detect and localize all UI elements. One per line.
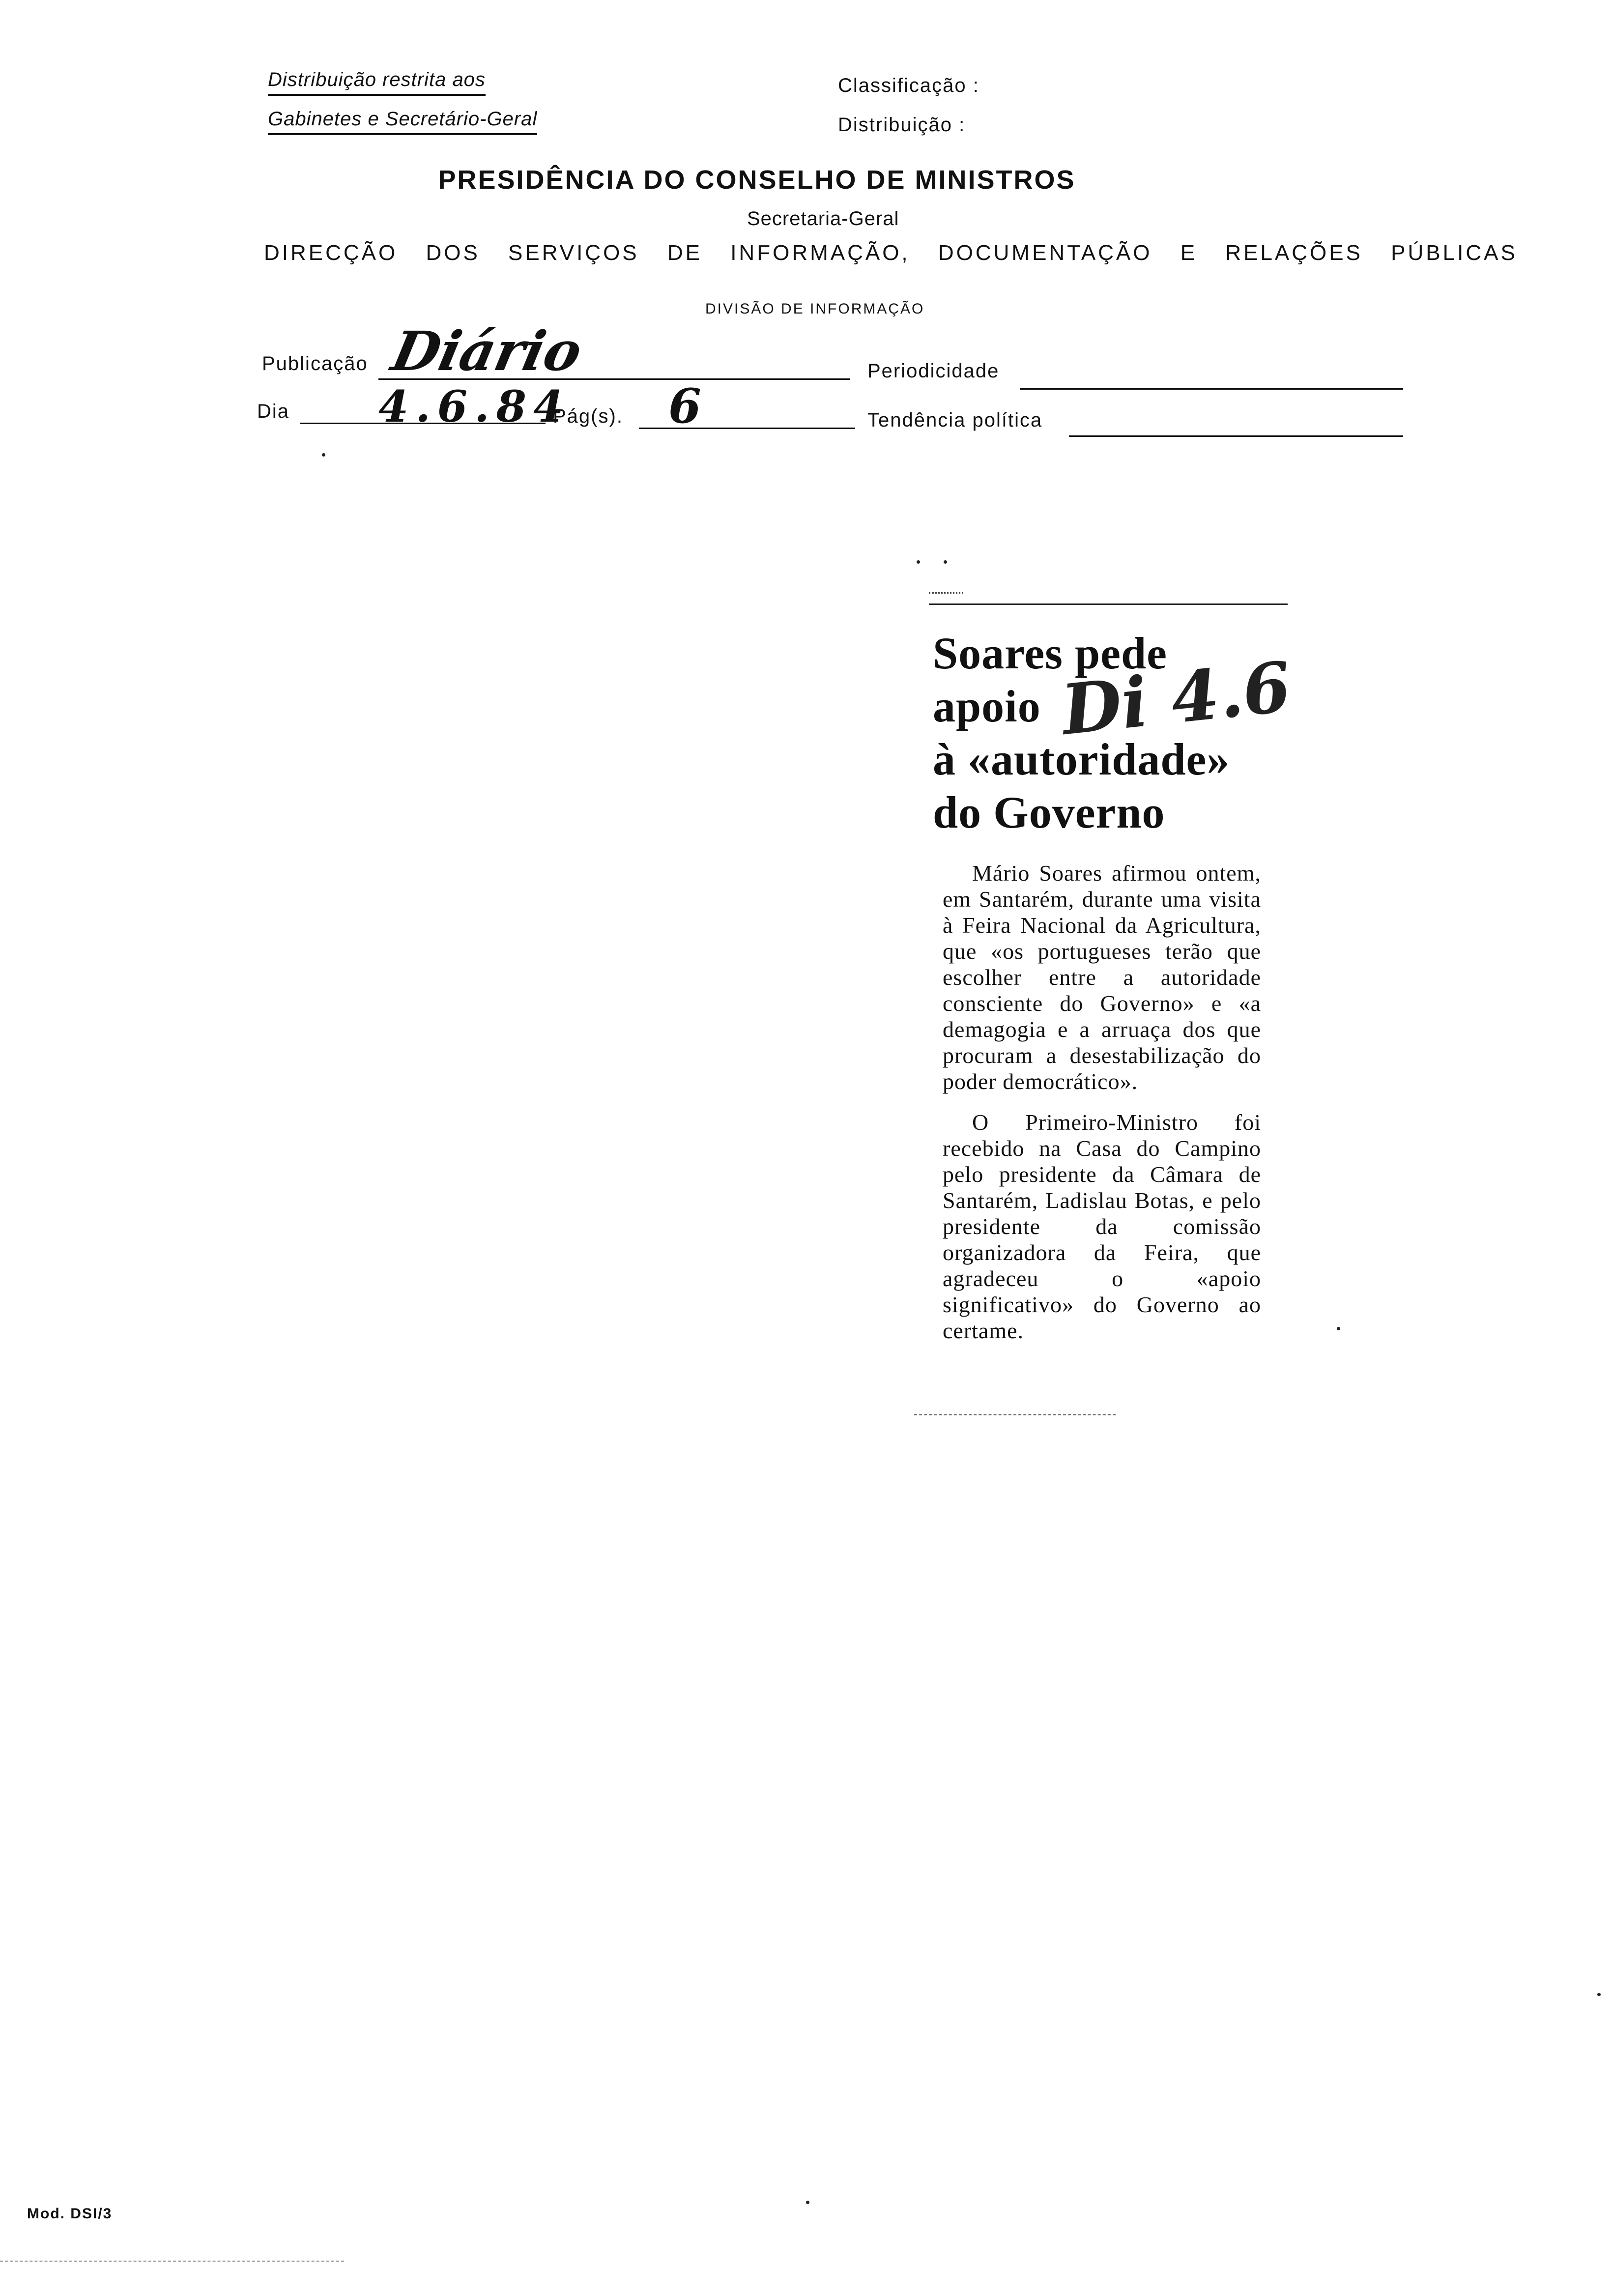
periodicity-line: [1020, 388, 1403, 390]
day-handwritten: 4.6.84: [378, 381, 571, 432]
classification-label: Classificação :: [838, 75, 979, 96]
publication-label: Publicação: [262, 353, 368, 374]
model-code: Mod. DSI/3: [27, 2206, 113, 2222]
scan-speck: [917, 560, 920, 564]
headline-line-1: Soares pede: [933, 628, 1167, 678]
headline-line-2: apoio: [933, 681, 1041, 731]
handwritten-annotation: Di 4.6: [1058, 647, 1295, 751]
scan-speck: [1337, 1327, 1340, 1330]
article-paragraph-1: Mário Soares afirmou ontem, em Santarém, durante uma visita à Feira Nacional da Agricultura, que «os portugueses terão que escolher entre a autoridade consciente do Governo» e «a demagogia e a arruaça dos que procuram a desestabilização do poder democrático».: [943, 861, 1261, 1094]
directorate-line: DIRECÇÃO DOS SERVIÇOS DE INFORMAÇÃO, DOCUMENTAÇÃO E RELAÇÕES PÚBLICAS: [264, 241, 1518, 265]
scan-speck: [806, 2201, 809, 2204]
scan-speck: [322, 453, 325, 457]
periodicity-label: Periodicidade: [867, 360, 1000, 382]
article-body: [943, 860, 1261, 1358]
headline-line-4: do Governo: [933, 787, 1165, 837]
day-label: Dia: [257, 401, 290, 422]
pages-label: Pág(s).: [553, 405, 623, 427]
distribution-restricted-line1: Distribuição restrita aos: [268, 69, 486, 96]
publication-handwritten: Diário: [386, 319, 588, 383]
tendency-label: Tendência política: [867, 409, 1043, 431]
scan-speck: [944, 560, 947, 564]
article-paragraph-2: O Primeiro-Ministro foi recebido na Casa do Campino pelo presidente da Câmara de Santarém, Ladislau Botas, e pelo presidente da comissão organizadora da Feira, que agradeceu o «apoio significativo» do Governo ao certame.: [943, 1110, 1261, 1343]
headline-line-3: à «autoridade»: [933, 734, 1230, 784]
distribution-label: Distribuição :: [838, 114, 966, 136]
tendency-line: [1069, 435, 1403, 437]
division-line: DIVISÃO DE INFORMAÇÃO: [705, 301, 925, 317]
distribution-restricted-line2: Gabinetes e Secretário-Geral: [268, 108, 537, 135]
org-subtitle: Secretaria-Geral: [747, 208, 899, 230]
pages-handwritten: 6: [668, 378, 701, 434]
org-title: PRESIDÊNCIA DO CONSELHO DE MINISTROS: [438, 165, 1076, 195]
scan-speck: [1597, 1993, 1601, 1996]
clipping-bottom-rule: [914, 1414, 1116, 1415]
clipping-corner-mark: [929, 592, 963, 602]
bottom-edge-mark: [0, 2261, 344, 2262]
clipping-top-rule: [929, 603, 1288, 605]
